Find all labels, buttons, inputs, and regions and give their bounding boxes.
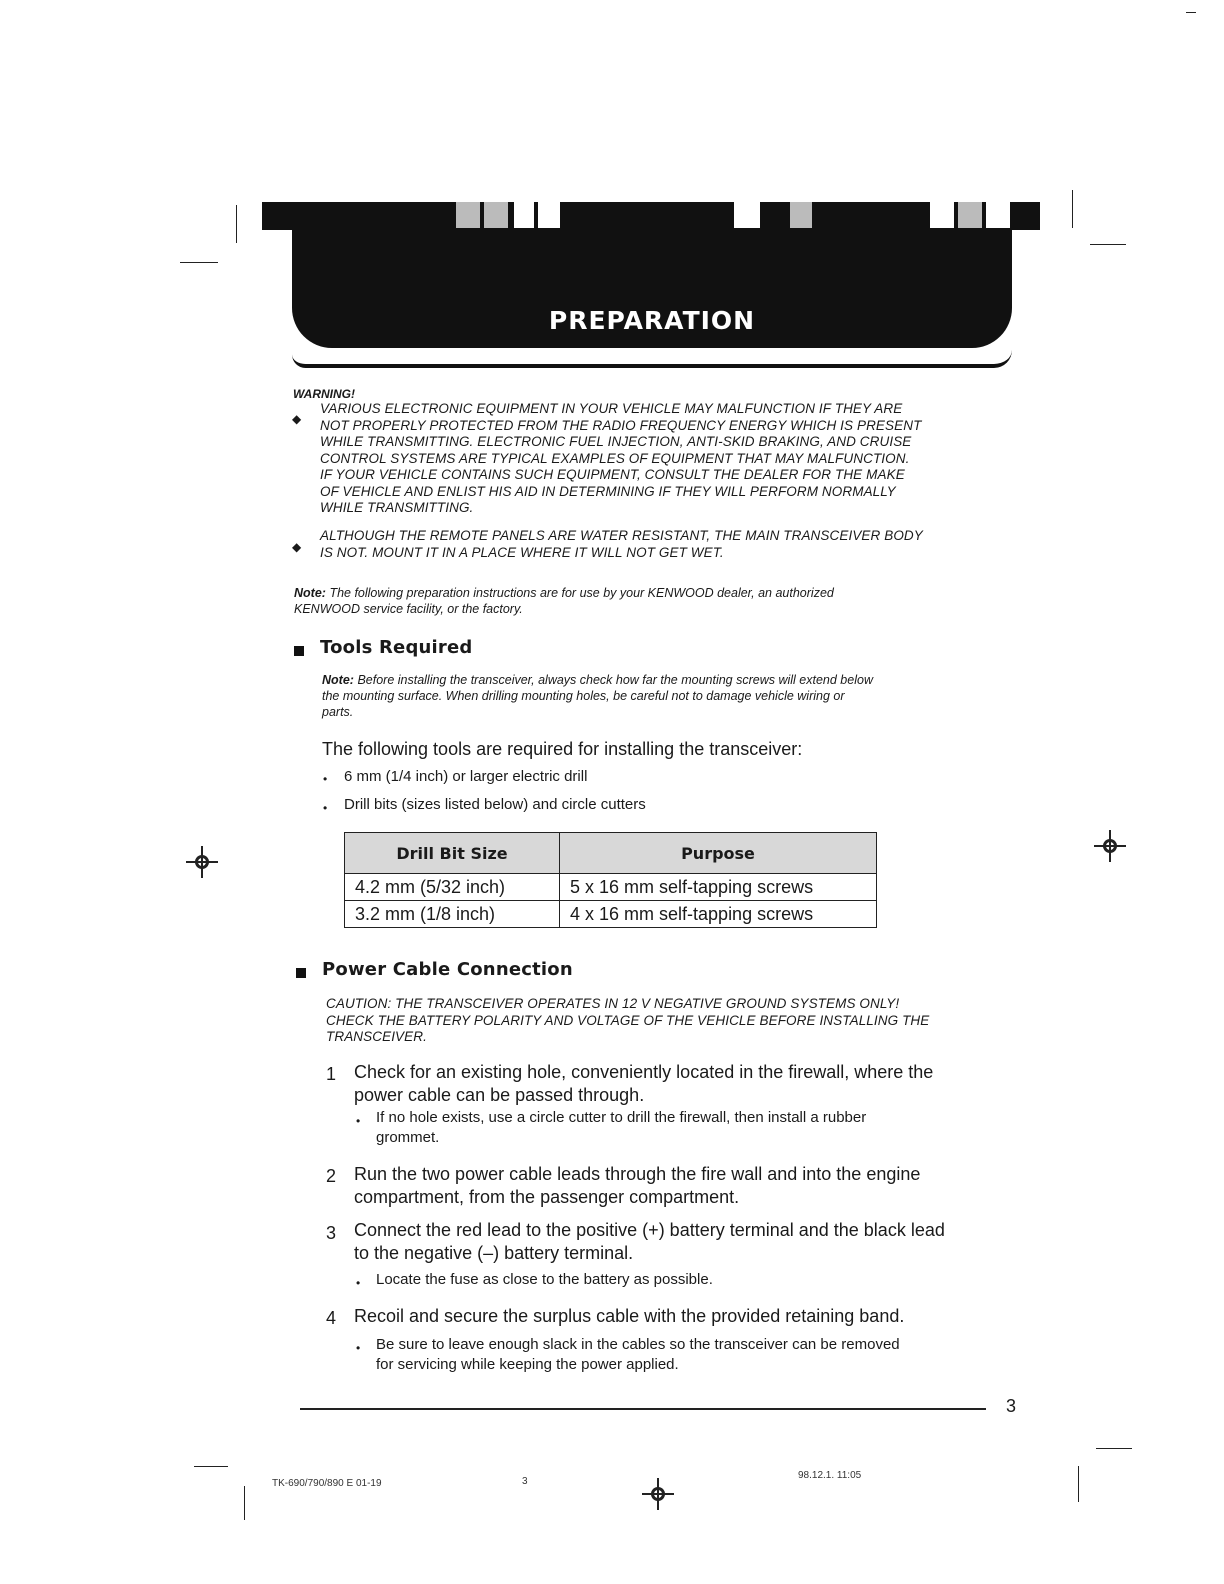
page-title: PREPARATION xyxy=(548,306,756,335)
table-cell: 5 x 16 mm self-tapping screws xyxy=(560,874,877,901)
diamond-bullet-icon: ◆ xyxy=(292,540,302,554)
warning-label: WARNING! xyxy=(293,387,355,401)
banner-block xyxy=(986,202,1010,228)
bullet-icon: • xyxy=(356,1276,361,1290)
table-header-row xyxy=(345,833,877,874)
bullet-icon: • xyxy=(356,1114,361,1128)
table-row xyxy=(345,874,877,901)
banner-block xyxy=(484,202,508,228)
bullet-icon: • xyxy=(323,801,328,815)
crop-mark xyxy=(1078,1466,1079,1502)
step-number: 3 xyxy=(326,1223,337,1243)
tools-item: Drill bits (sizes listed below) and circle cutters xyxy=(344,796,646,813)
crop-mark xyxy=(1072,190,1073,228)
banner-block xyxy=(456,202,480,228)
table-cell: 4.2 mm (5/32 inch) xyxy=(345,874,560,901)
registration-mark xyxy=(186,846,218,878)
registration-mark xyxy=(1094,830,1126,862)
banner-block xyxy=(790,202,812,228)
step-text: Recoil and secure the surplus cable with the provided retaining band. xyxy=(354,1306,905,1326)
step-text: Run the two power cable leads through the fire wall and into the engine compartment, from the passenger compartment. xyxy=(354,1164,921,1207)
crop-mark xyxy=(1186,12,1196,13)
table-cell: 4 x 16 mm self-tapping screws xyxy=(560,901,877,928)
banner-block xyxy=(734,202,760,228)
preparation-note: Note: The following preparation instructions are for use by your KENWOOD dealer, an authorized KENWOOD service facility, or the factory. xyxy=(294,586,834,616)
table-row xyxy=(345,901,877,928)
step-subitem: Locate the fuse as close to the battery as possible. xyxy=(376,1271,713,1288)
step-number: 4 xyxy=(326,1308,337,1328)
footer-right: 98.12.1. 11:05 xyxy=(798,1470,862,1481)
crop-mark xyxy=(244,1486,245,1520)
crop-mark xyxy=(1090,244,1126,245)
section-bullet-icon xyxy=(296,968,306,978)
bullet-icon: • xyxy=(356,1341,361,1355)
header-banner-underline xyxy=(292,350,1012,368)
step-number: 1 xyxy=(326,1064,337,1084)
table-cell: 3.2 mm (1/8 inch) xyxy=(345,901,560,928)
caution-text: CAUTION: THE TRANSCEIVER OPERATES IN 12 V NEGATIVE GROUND SYSTEMS ONLY! CHECK THE BATTERY POLARITY AND VOLTAGE OF THE VEHICLE BEFORE INSTALLING THE TRANSCEIVER. xyxy=(326,996,930,1044)
crop-mark xyxy=(180,262,218,263)
header-banner-strip xyxy=(262,202,1040,230)
step-text: Check for an existing hole, conveniently located in the firewall, where the power cable can be passed through. xyxy=(354,1062,934,1105)
table-header-cell: Purpose xyxy=(560,833,877,874)
footer-center: 3 xyxy=(522,1476,528,1487)
banner-block xyxy=(930,202,954,228)
tools-intro: The following tools are required for installing the transceiver: xyxy=(322,739,803,759)
tools-item: 6 mm (1/4 inch) or larger electric drill xyxy=(344,768,588,785)
warning-item-1: VARIOUS ELECTRONIC EQUIPMENT IN YOUR VEHICLE MAY MALFUNCTION IF THEY ARE NOT PROPERLY PROTECTED FROM THE RADIO FREQUENCY ENERGY WHICH IS PRESENT WHILE TRANSMITTING. ELECTRONIC FUEL INJECTION, ANTI-SKID BRAKING, AND CRUISE CONTROL SYSTEMS ARE TYPICAL EXAMPLES OF EQUIPMENT THAT MAY MALFUNCTION. IF YOUR VEHICLE CONTAINS SUCH EQUIPMENT, CONSULT THE DEALER FOR THE MAKE OF VEHICLE AND ENLIST HIS AID IN DETERMINING IF THEY WILL PERFORM NORMALLY WHILE TRANSMITTING. xyxy=(320,401,922,515)
tools-note: Note: Before installing the transceiver, always check how far the mounting screws will extend below the mounting surface. When drilling mounting holes, be careful not to damage vehicle wiring or parts. xyxy=(322,673,873,719)
footer-rule xyxy=(300,1408,986,1410)
crop-mark xyxy=(236,205,237,243)
page-number: 3 xyxy=(1006,1396,1017,1416)
banner-block xyxy=(514,202,534,228)
step-subitem: Be sure to leave enough slack in the cables so the transceiver can be removed for servicing while keeping the power applied. xyxy=(376,1336,900,1373)
drill-bit-table xyxy=(344,832,877,928)
diamond-bullet-icon: ◆ xyxy=(292,412,302,426)
step-number: 2 xyxy=(326,1166,337,1186)
banner-block xyxy=(958,202,982,228)
crop-mark xyxy=(1096,1448,1132,1449)
step-text: Connect the red lead to the positive (+) battery terminal and the black lead to the negative (–) battery terminal. xyxy=(354,1220,945,1263)
table-header-cell: Drill Bit Size xyxy=(345,833,560,874)
section-heading-tools: Tools Required xyxy=(320,637,473,658)
registration-mark xyxy=(642,1478,674,1510)
bullet-icon: • xyxy=(323,772,328,786)
footer-left: TK-690/790/890 E 01-19 xyxy=(272,1478,382,1489)
crop-mark xyxy=(194,1466,228,1467)
section-bullet-icon xyxy=(294,646,304,656)
step-subitem: If no hole exists, use a circle cutter to drill the firewall, then install a rubber grommet. xyxy=(376,1109,867,1146)
section-heading-power: Power Cable Connection xyxy=(322,959,573,980)
banner-block xyxy=(538,202,560,228)
warning-item-2: ALTHOUGH THE REMOTE PANELS ARE WATER RESISTANT, THE MAIN TRANSCEIVER BODY IS NOT. MOUNT IT IN A PLACE WHERE IT WILL NOT GET WET. xyxy=(320,528,923,560)
